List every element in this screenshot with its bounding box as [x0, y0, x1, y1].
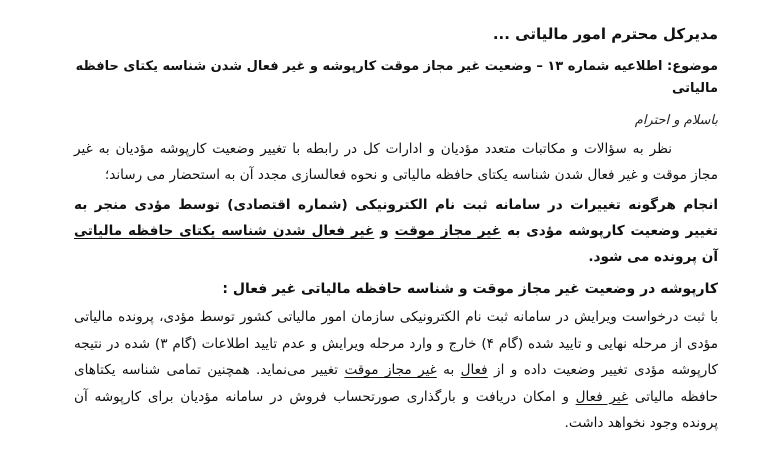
- body-text-3: تغییر می‌نماید. همچنین تمامی شناسه یکتاهای حافظه مالیاتی: [74, 362, 718, 405]
- section-heading: کارپوشه در وضعیت غیر مجاز موقت و شناسه حافظه مالیاتی غیر فعال :: [222, 281, 718, 297]
- letter-subject: موضوع: اطلاعیه شماره ۱۳ – وضعیت غیر مجاز موقت کارپوشه و غیر فعال شدن شناسه یکتای حافظه مالیاتی: [75, 59, 718, 96]
- body-paragraph: [74, 304, 718, 437]
- notice-text-1: انجام هرگونه تغییرات در سامانه ثبت نام الکترونیکی (شماره اقتصادی) توسط مؤدی منجر به تغییر وضعیت کارپوشه مؤدی به: [74, 197, 718, 239]
- body-underlined-active: فعال: [460, 362, 488, 378]
- notice-paragraph: [74, 192, 718, 270]
- notice-underlined-temporary-unauthorized: غیر مجاز موقت: [394, 223, 502, 239]
- notice-text-3: آن پرونده می شود.: [588, 249, 718, 265]
- body-underlined-temporary-unauthorized: غیر مجاز موقت: [344, 362, 437, 378]
- notice-text-2: و: [374, 223, 395, 239]
- notice-underlined-memory-inactive: غیر فعال شدن شناسه یکتای حافظه مالیاتی: [74, 223, 375, 239]
- intro-paragraph: [74, 136, 718, 188]
- body-text-2: به: [436, 362, 461, 378]
- intro-text: نظر به سؤالات و مکاتبات متعدد مؤدیان و ادارات کل در رابطه با تغییر وضعیت کارپوشه مؤدیان به غیر مجاز موقت و غیر فعال شدن شناسه یکتای حافظه مالیاتی و نحوه فعالسازی مجدد آن به استحضار می رساند؛: [74, 141, 718, 183]
- body-text-4: و امکان دریافت و بارگذاری صورتحساب فروش در سامانه مؤدیان برای کارپوشه آن پرونده وجود نخواهد داشت.: [74, 388, 718, 431]
- letter-addressee: مدیرکل محترم امور مالیاتی ...: [492, 25, 718, 43]
- letter-greeting: باسلام و احترام: [634, 113, 718, 128]
- body-text-1: با ثبت درخواست ویرایش در سامانه ثبت نام الکترونیکی سازمان امور مالیاتی کشور توسط مؤدی، پرونده مالیاتی مؤدی از مرحله نهایی و تایید شده (گام ۴) خارج و وارد مرحله ویرایش و عدم تایید اطلاعات (گام ۳) شده در نتیجه کارپوشه مؤدی تغییر وضعیت داده و از: [74, 309, 718, 378]
- body-underlined-inactive: غیر فعال: [575, 388, 629, 405]
